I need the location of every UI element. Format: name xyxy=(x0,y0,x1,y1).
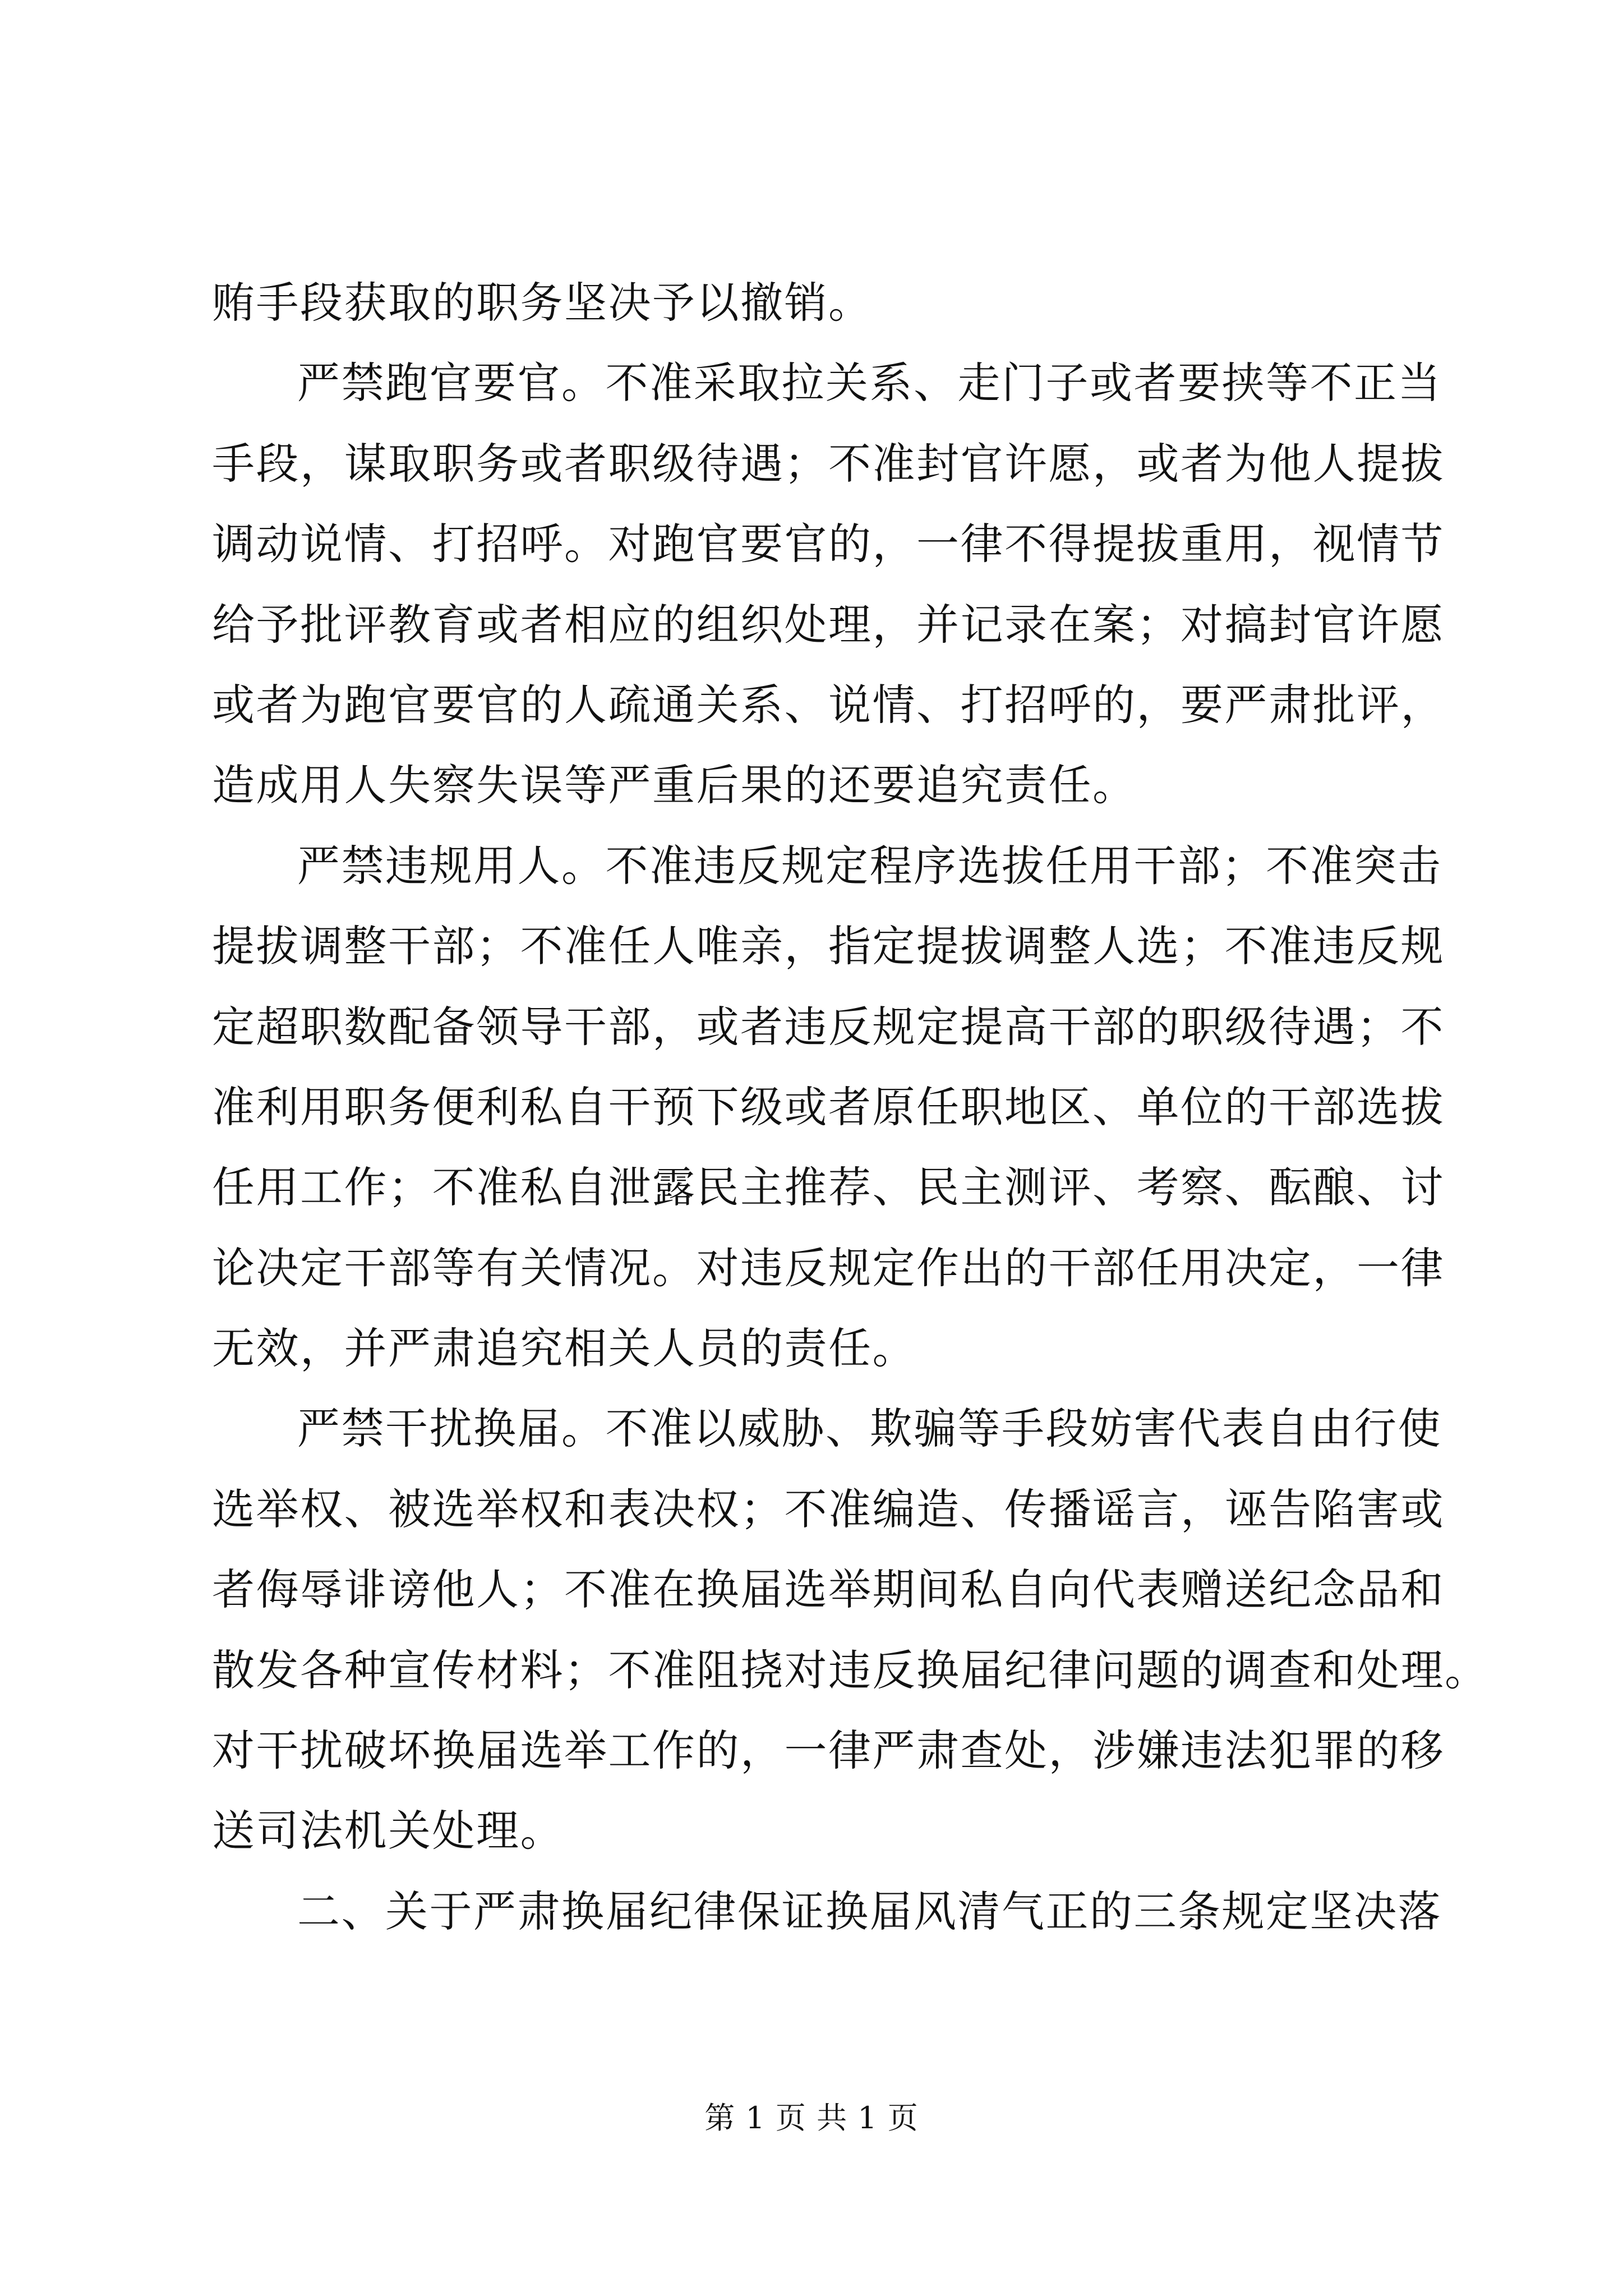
text-line: 严禁干扰换届。不准以威胁、欺骗等手段妨害代表自由行使 xyxy=(297,1404,1442,1454)
page-footer: 第 1 页 共 1 页 xyxy=(704,2100,919,2136)
text-line: 贿手段获取的职务坚决予以撤销。 xyxy=(212,278,873,328)
text-line: 无效，并严肃追究相关人员的责任。 xyxy=(212,1323,916,1374)
text-line: 二、关于严肃换届纪律保证换届风清气正的三条规定坚决落 xyxy=(297,1886,1442,1936)
text-line: 严禁跑官要官。不准采取拉关系、走门子或者要挟等不正当 xyxy=(297,358,1442,408)
text-line: 手段，谋取职务或者职级待遇；不准封官许愿，或者为他人提拔 xyxy=(212,438,1445,489)
text-line: 或者为跑官要官的人疏通关系、说情、打招呼的，要严肃批评， xyxy=(212,679,1445,730)
text-line: 调动说情、打招呼。对跑官要官的，一律不得提拔重用，视情节 xyxy=(212,519,1445,569)
text-line: 选举权、被选举权和表决权；不准编造、传播谣言，诬告陷害或 xyxy=(212,1484,1445,1534)
text-line: 论决定干部等有关情况。对违反规定作出的干部任用决定，一律 xyxy=(212,1243,1445,1293)
text-line: 提拔调整干部；不准任人唯亲，指定提拔调整人选；不准违反规 xyxy=(212,921,1445,972)
text-line: 给予批评教育或者相应的组织处理，并记录在案；对搞封官许愿 xyxy=(212,599,1445,650)
text-line: 散发各种宣传材料；不准阻挠对违反换届纪律问题的调查和处理。 xyxy=(212,1645,1489,1695)
document-body xyxy=(212,263,1489,1952)
text-line: 准利用职务便利私自干预下级或者原任职地区、单位的干部选拔 xyxy=(212,1082,1445,1132)
text-line: 严禁违规用人。不准违反规定程序选拔任用干部；不准突击 xyxy=(297,840,1442,891)
text-line: 者侮辱诽谤他人；不准在换届选举期间私自向代表赠送纪念品和 xyxy=(212,1565,1445,1615)
text-line: 定超职数配备领导干部，或者违反规定提高干部的职级待遇；不 xyxy=(212,1001,1445,1052)
text-line: 对干扰破坏换届选举工作的，一律严肃查处，涉嫌违法犯罪的移 xyxy=(212,1726,1445,1776)
text-line: 送司法机关处理。 xyxy=(212,1806,564,1856)
text-line: 任用工作；不准私自泄露民主推荐、民主测评、考察、酝酿、讨 xyxy=(212,1162,1445,1213)
text-line: 造成用人失察失误等严重后果的还要追究责任。 xyxy=(212,760,1137,811)
